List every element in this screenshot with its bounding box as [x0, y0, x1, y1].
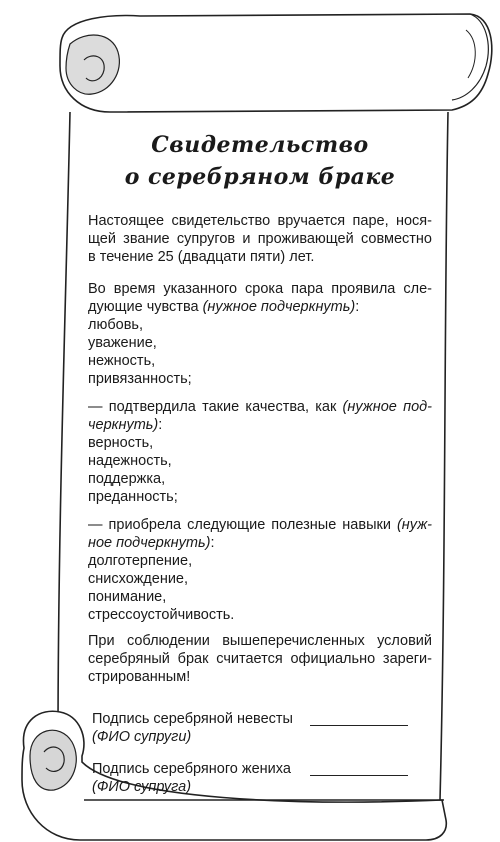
- skills-line: [88, 534, 432, 552]
- skill-item: стрессоустойчивость.: [88, 607, 235, 623]
- bride-signature-line[interactable]: [310, 725, 408, 726]
- intro-line: щей звание супругов и проживающей совместно: [88, 231, 432, 247]
- qualities-paragraph: [88, 398, 432, 506]
- certificate-title-line2: о серебряном браке: [124, 164, 396, 190]
- groom-signature-line[interactable]: [310, 775, 408, 776]
- quality-item: преданность;: [88, 489, 178, 505]
- qualities-note-cont: черкнуть): [88, 417, 159, 433]
- skills-suffix: :: [210, 535, 215, 551]
- quality-item: поддержка,: [88, 471, 166, 487]
- skills-note-cont: ное подчеркнуть): [88, 535, 211, 551]
- qualities-prefix: — подтвердила такие качества, как: [88, 399, 343, 415]
- intro-line: Настоящее свидетельство вручается паре, нося-: [88, 213, 432, 229]
- conclusion-line: стрированным!: [88, 669, 191, 685]
- feelings-suffix: :: [355, 299, 360, 315]
- feelings-line: Во время указанного срока пара проявила сле-: [88, 281, 432, 297]
- skills-paragraph: [88, 516, 432, 624]
- scroll-top-roll: [60, 14, 492, 112]
- groom-name-note: (ФИО супруга): [92, 779, 192, 795]
- feeling-item: привязанность;: [88, 371, 192, 387]
- certificate-title-line1: Свидетельство: [151, 132, 369, 158]
- conclusion-line: серебряный брак считается официально зареги-: [88, 651, 432, 667]
- feelings-paragraph: [88, 280, 432, 388]
- skill-item: долготерпение,: [88, 553, 193, 569]
- quality-item: надежность,: [88, 453, 172, 469]
- skills-line: [88, 516, 432, 534]
- bride-name-note: (ФИО супруги): [92, 729, 192, 745]
- groom-signature-row: [92, 760, 412, 778]
- qualities-suffix: :: [158, 417, 163, 433]
- qualities-line: [88, 416, 432, 434]
- qualities-note: (нужное под-: [342, 399, 432, 415]
- feeling-item: нежность,: [88, 353, 156, 369]
- intro-line: в течение 25 (двадцати пяти) лет.: [88, 249, 315, 265]
- skill-item: понимание,: [88, 589, 167, 605]
- skills-note: (нуж-: [396, 517, 432, 533]
- feelings-line: [88, 298, 432, 316]
- feelings-prefix: дующие чувства: [88, 299, 203, 315]
- bride-signature-label: Подпись серебряной невесты: [92, 711, 293, 727]
- conclusion-line: При соблюдении вышеперечисленных условий: [88, 633, 432, 649]
- feeling-item: уважение,: [88, 335, 157, 351]
- bride-signature-row: [92, 710, 412, 728]
- conclusion-paragraph: [88, 632, 432, 686]
- intro-paragraph: [88, 212, 432, 266]
- skills-prefix: — приобрела следующие полезные навыки: [88, 517, 397, 533]
- scroll-bottom-curl-shadow: [30, 730, 76, 790]
- skill-item: снисхождение,: [88, 571, 189, 587]
- bride-signature-block: [92, 710, 412, 746]
- quality-item: верность,: [88, 435, 154, 451]
- groom-signature-block: [92, 760, 412, 796]
- feeling-item: любовь,: [88, 317, 143, 333]
- groom-signature-label: Подпись серебряного жениха: [92, 761, 291, 777]
- feelings-note: (нужное подчеркнуть): [202, 299, 356, 315]
- qualities-line: [88, 398, 432, 416]
